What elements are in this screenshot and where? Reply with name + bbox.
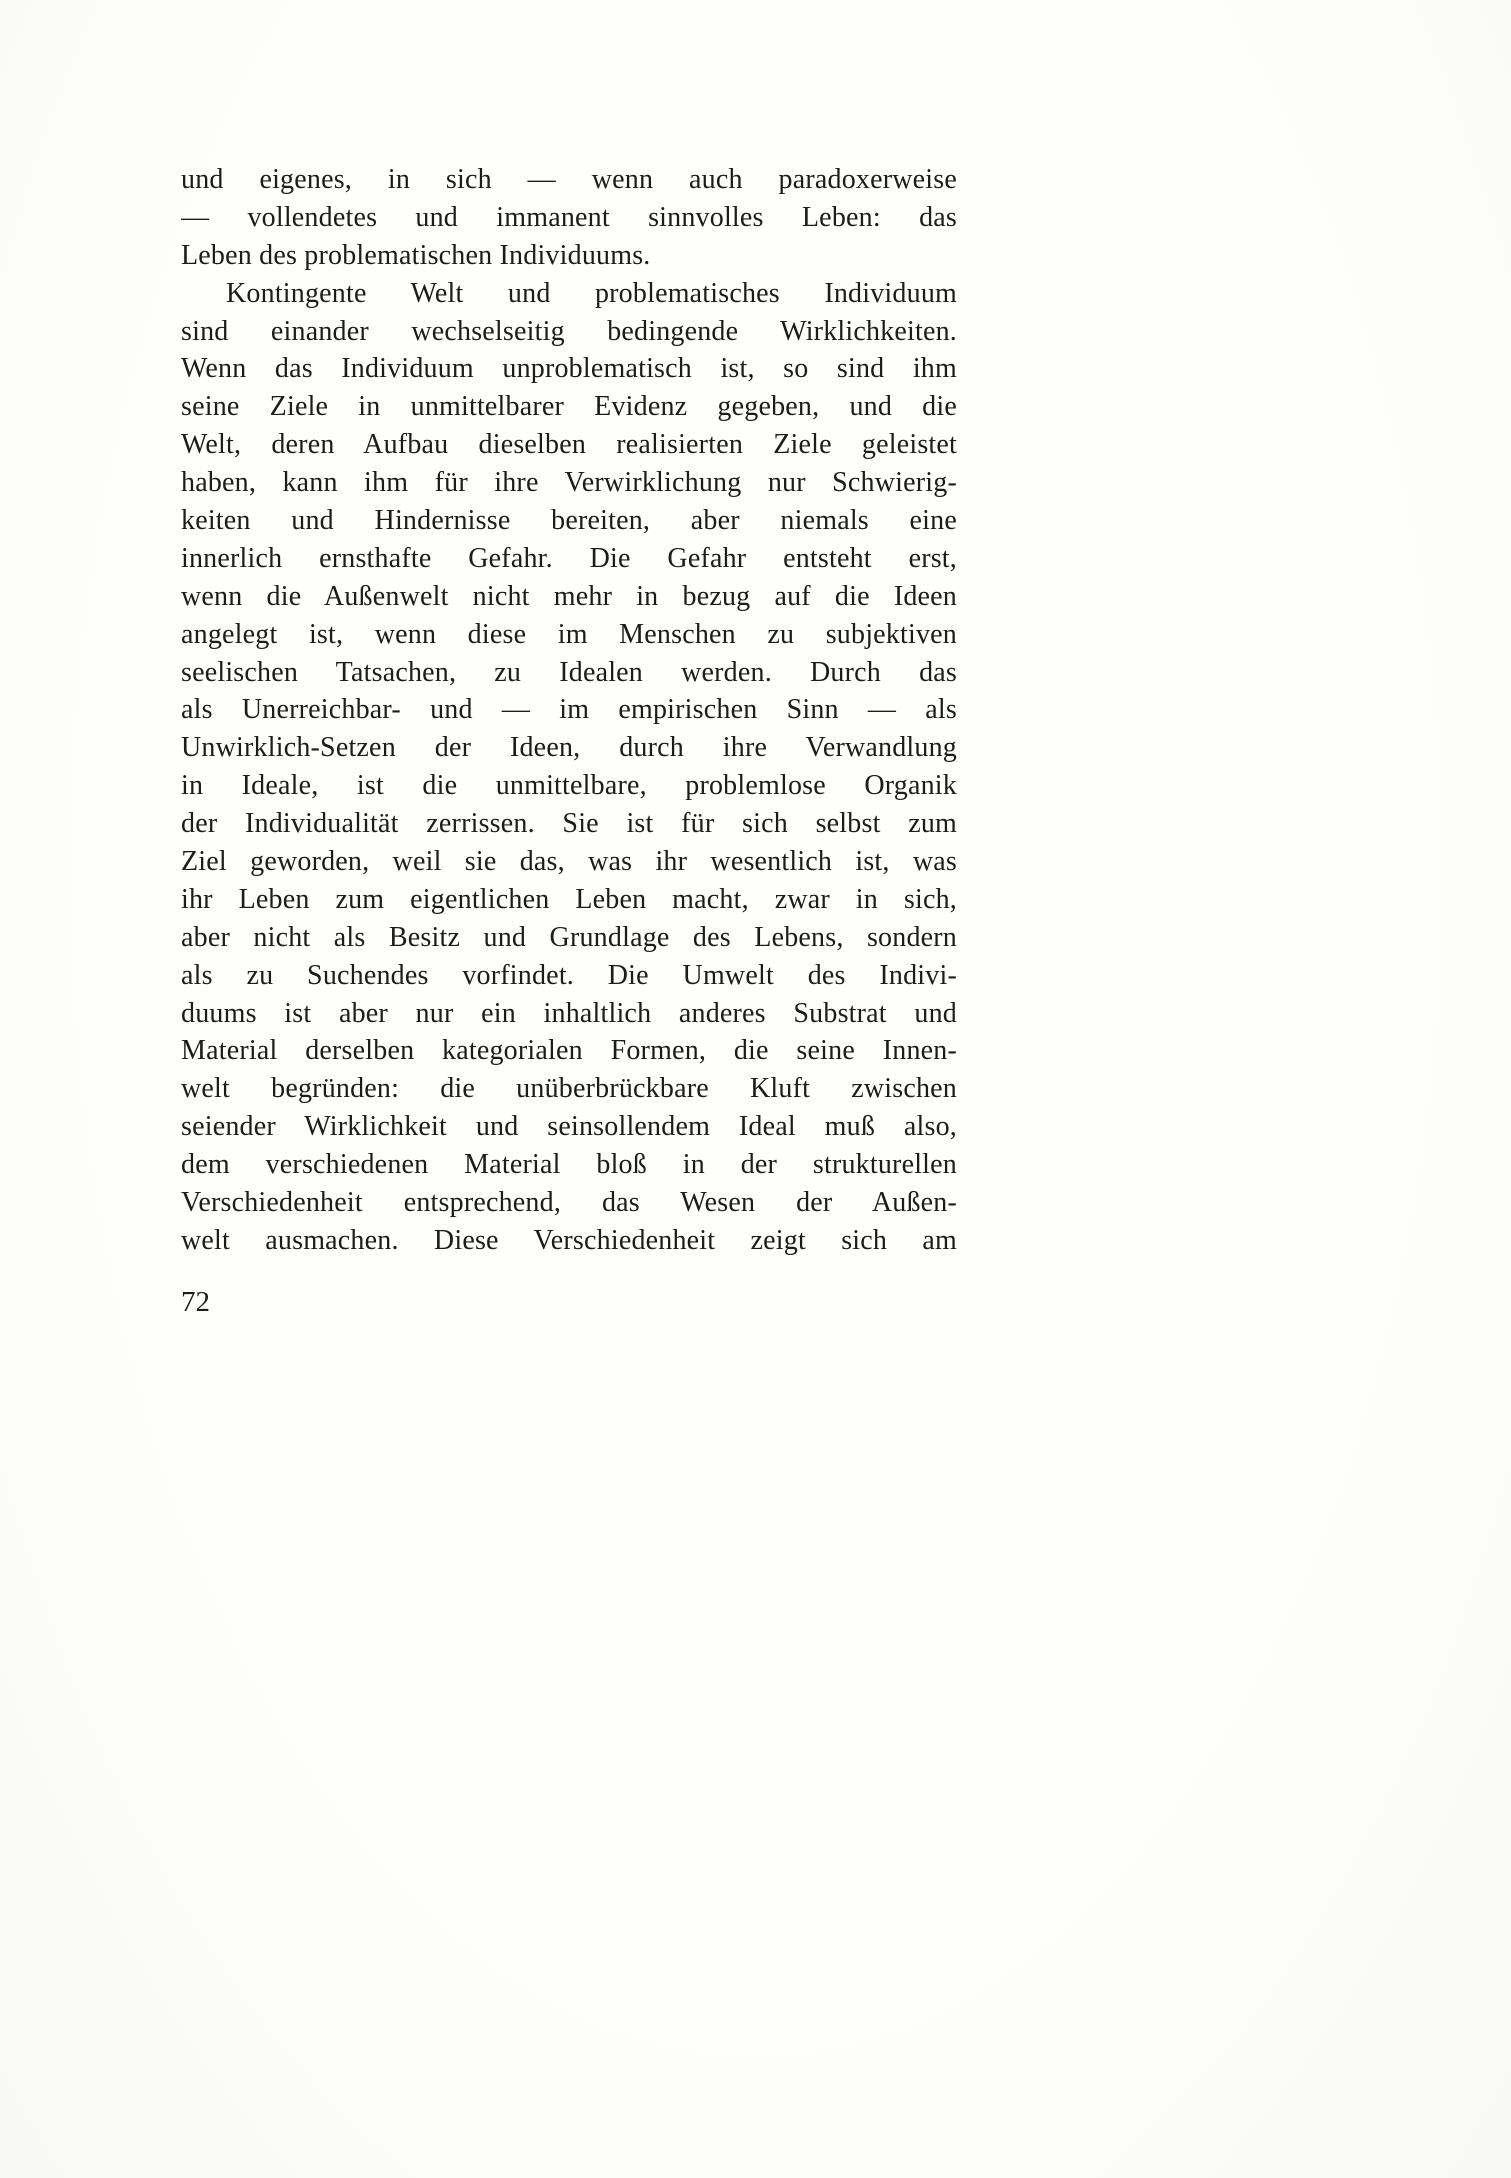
text-line: seelischen Tatsachen, zu Idealen werden. Durch das: [181, 656, 957, 688]
text-line: keiten und Hindernisse bereiten, aber niemals eine: [181, 505, 957, 537]
paragraph: [181, 275, 957, 1260]
text-line: Kontingente Welt und problematisches Individuum: [226, 277, 957, 309]
text-line: Ziel geworden, weil sie das, was ihr wesentlich ist, was: [181, 846, 957, 878]
text-line: ihr Leben zum eigentlichen Leben macht, zwar in sich,: [181, 883, 957, 915]
paragraph: [181, 161, 957, 275]
text-line: Material derselben kategorialen Formen, die seine Innen-: [181, 1035, 957, 1067]
text-line: Wenn das Individuum unproblematisch ist, so sind ihm: [181, 353, 957, 385]
text-line: seiender Wirklichkeit und seinsollendem Ideal muß also,: [181, 1111, 957, 1143]
text-line: welt begründen: die unüberbrückbare Kluft zwischen: [181, 1073, 957, 1105]
text-line: angelegt ist, wenn diese im Menschen zu subjektiven: [181, 618, 957, 650]
text-line: als zu Suchendes vorfindet. Die Umwelt des Indivi-: [181, 959, 957, 991]
text-line: und eigenes, in sich — wenn auch paradoxerweise: [181, 164, 957, 195]
text-line: haben, kann ihm für ihre Verwirklichung nur Schwierig-: [181, 467, 957, 499]
text-line: Welt, deren Aufbau dieselben realisierten Ziele geleistet: [181, 429, 957, 461]
text-line: duums ist aber nur ein inhaltlich anderes Substrat und: [181, 997, 957, 1029]
text-line: welt ausmachen. Diese Verschiedenheit zeigt sich am: [181, 1224, 957, 1256]
text-line: Verschiedenheit entsprechend, das Wesen der Außen-: [181, 1187, 957, 1219]
text-line: in Ideale, ist die unmittelbare, problemlose Organik: [181, 770, 957, 802]
text-line: aber nicht als Besitz und Grundlage des Lebens, sondern: [181, 921, 957, 953]
text-line: Unwirklich-Setzen der Ideen, durch ihre Verwandlung: [181, 732, 957, 764]
text-line: der Individualität zerrissen. Sie ist für sich selbst zum: [181, 808, 957, 840]
text-line: wenn die Außenwelt nicht mehr in bezug auf die Ideen: [181, 580, 957, 612]
text-line: Leben des problematischen Individuums.: [181, 239, 651, 271]
text-line: dem verschiedenen Material bloß in der strukturellen: [181, 1149, 957, 1181]
page-number: 72: [181, 1286, 210, 1318]
text-line: sind einander wechselseitig bedingende Wirklichkeiten.: [181, 315, 957, 347]
text-line: seine Ziele in unmittelbarer Evidenz gegeben, und die: [181, 391, 957, 423]
body-text-block: [181, 161, 957, 1260]
text-line: — vollendetes und immanent sinnvolles Leben: das: [181, 201, 957, 233]
text-line: als Unerreichbar- und — im empirischen Sinn — als: [181, 694, 957, 726]
text-line: innerlich ernsthafte Gefahr. Die Gefahr entsteht erst,: [181, 542, 957, 574]
